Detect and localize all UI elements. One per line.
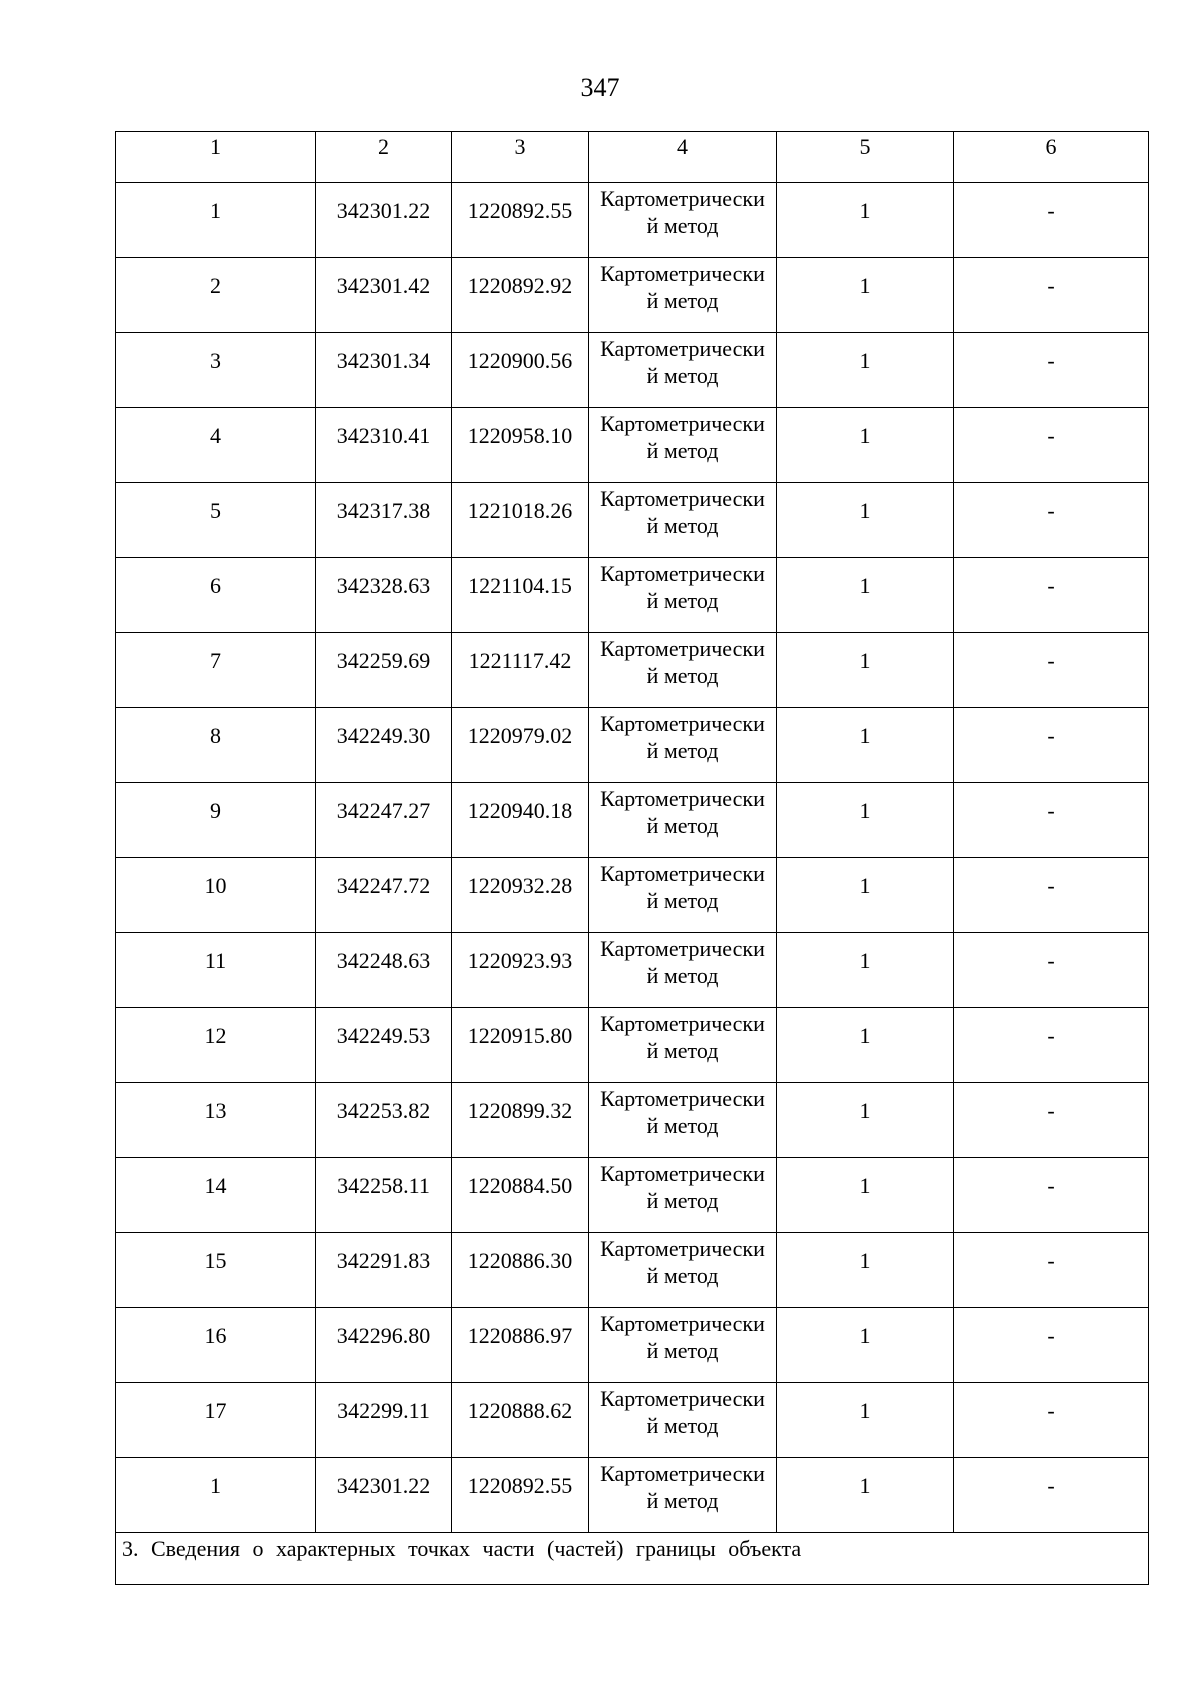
coordinate-x-cell: 342301.22 [316,1458,452,1533]
boundary-points-table [115,131,1149,1585]
note-cell: - [954,1308,1149,1383]
table-row [116,783,1149,858]
note-cell: - [954,1383,1149,1458]
coordinate-x-cell: 342259.69 [316,633,452,708]
note-cell: - [954,1458,1149,1533]
note-cell: - [954,408,1149,483]
table-header-row [116,132,1149,183]
coordinate-x-cell: 342301.34 [316,333,452,408]
point-number-cell: 3 [116,333,316,408]
section-heading: 3. Сведения о характерных точках части (частей) границы объекта [116,1533,1149,1585]
accuracy-cell: 1 [777,933,954,1008]
header-cell-6: 6 [954,132,1149,183]
point-number-cell: 13 [116,1083,316,1158]
point-number-cell: 17 [116,1383,316,1458]
point-number-cell: 8 [116,708,316,783]
coordinate-x-cell: 342299.11 [316,1383,452,1458]
table-row [116,1233,1149,1308]
coordinate-y-cell: 1220958.10 [452,408,589,483]
accuracy-cell: 1 [777,1308,954,1383]
note-cell: - [954,258,1149,333]
note-cell: - [954,933,1149,1008]
method-cell: Картометрически й метод [589,783,777,858]
table-row [116,483,1149,558]
coordinate-y-cell: 1220979.02 [452,708,589,783]
accuracy-cell: 1 [777,333,954,408]
accuracy-cell: 1 [777,1083,954,1158]
coordinate-y-cell: 1220892.92 [452,258,589,333]
table-row [116,1158,1149,1233]
method-cell: Картометрически й метод [589,183,777,258]
coordinate-y-cell: 1220888.62 [452,1383,589,1458]
method-cell: Картометрически й метод [589,1083,777,1158]
note-cell: - [954,708,1149,783]
point-number-cell: 1 [116,1458,316,1533]
note-cell: - [954,558,1149,633]
point-number-cell: 14 [116,1158,316,1233]
point-number-cell: 5 [116,483,316,558]
point-number-cell: 11 [116,933,316,1008]
header-cell-1: 1 [116,132,316,183]
table-row [116,1008,1149,1083]
coordinate-x-cell: 342253.82 [316,1083,452,1158]
coordinate-y-cell: 1221117.42 [452,633,589,708]
table-row [116,633,1149,708]
table-row [116,1458,1149,1533]
coordinate-x-cell: 342296.80 [316,1308,452,1383]
table-row [116,708,1149,783]
point-number-cell: 9 [116,783,316,858]
note-cell: - [954,633,1149,708]
coordinate-y-cell: 1220900.56 [452,333,589,408]
accuracy-cell: 1 [777,1233,954,1308]
accuracy-cell: 1 [777,1458,954,1533]
coordinate-x-cell: 342310.41 [316,408,452,483]
coordinate-x-cell: 342247.27 [316,783,452,858]
table-row [116,558,1149,633]
coordinate-y-cell: 1220886.30 [452,1233,589,1308]
coordinate-x-cell: 342291.83 [316,1233,452,1308]
coordinate-x-cell: 342258.11 [316,1158,452,1233]
method-cell: Картометрически й метод [589,1008,777,1083]
note-cell: - [954,183,1149,258]
note-cell: - [954,1083,1149,1158]
method-cell: Картометрически й метод [589,558,777,633]
note-cell: - [954,1233,1149,1308]
coordinate-y-cell: 1220884.50 [452,1158,589,1233]
page-number: 347 [580,73,620,102]
note-cell: - [954,1008,1149,1083]
method-cell: Картометрически й метод [589,1458,777,1533]
method-cell: Картометрически й метод [589,333,777,408]
accuracy-cell: 1 [777,1383,954,1458]
point-number-cell: 1 [116,183,316,258]
coordinate-x-cell: 342248.63 [316,933,452,1008]
table-row [116,933,1149,1008]
note-cell: - [954,783,1149,858]
header-cell-2: 2 [316,132,452,183]
note-cell: - [954,858,1149,933]
accuracy-cell: 1 [777,258,954,333]
accuracy-cell: 1 [777,1158,954,1233]
table-row [116,1383,1149,1458]
method-cell: Картометрически й метод [589,258,777,333]
accuracy-cell: 1 [777,858,954,933]
table-footer-row [116,1533,1149,1585]
accuracy-cell: 1 [777,1008,954,1083]
header-cell-3: 3 [452,132,589,183]
coordinate-x-cell: 342301.22 [316,183,452,258]
note-cell: - [954,333,1149,408]
point-number-cell: 4 [116,408,316,483]
method-cell: Картометрически й метод [589,1233,777,1308]
coordinate-y-cell: 1220915.80 [452,1008,589,1083]
method-cell: Картометрически й метод [589,1308,777,1383]
coordinate-x-cell: 342249.30 [316,708,452,783]
coordinate-y-cell: 1220886.97 [452,1308,589,1383]
coordinate-y-cell: 1221018.26 [452,483,589,558]
table-row [116,183,1149,258]
coordinate-y-cell: 1220892.55 [452,183,589,258]
coordinate-y-cell: 1221104.15 [452,558,589,633]
table-row [116,858,1149,933]
point-number-cell: 6 [116,558,316,633]
point-number-cell: 2 [116,258,316,333]
point-number-cell: 10 [116,858,316,933]
method-cell: Картометрически й метод [589,483,777,558]
accuracy-cell: 1 [777,708,954,783]
header-cell-4: 4 [589,132,777,183]
coordinate-y-cell: 1220923.93 [452,933,589,1008]
coordinate-x-cell: 342317.38 [316,483,452,558]
method-cell: Картометрически й метод [589,858,777,933]
point-number-cell: 16 [116,1308,316,1383]
coordinate-y-cell: 1220940.18 [452,783,589,858]
method-cell: Картометрически й метод [589,708,777,783]
table-row [116,258,1149,333]
coordinate-x-cell: 342301.42 [316,258,452,333]
accuracy-cell: 1 [777,408,954,483]
point-number-cell: 15 [116,1233,316,1308]
coordinate-y-cell: 1220892.55 [452,1458,589,1533]
method-cell: Картометрически й метод [589,633,777,708]
method-cell: Картометрически й метод [589,1158,777,1233]
table-row [116,408,1149,483]
accuracy-cell: 1 [777,633,954,708]
accuracy-cell: 1 [777,183,954,258]
coordinate-y-cell: 1220932.28 [452,858,589,933]
note-cell: - [954,483,1149,558]
coordinate-x-cell: 342247.72 [316,858,452,933]
method-cell: Картометрически й метод [589,933,777,1008]
table-row [116,333,1149,408]
point-number-cell: 12 [116,1008,316,1083]
accuracy-cell: 1 [777,783,954,858]
coordinate-y-cell: 1220899.32 [452,1083,589,1158]
table-row [116,1083,1149,1158]
note-cell: - [954,1158,1149,1233]
coordinate-x-cell: 342328.63 [316,558,452,633]
table-body [116,132,1149,1585]
method-cell: Картометрически й метод [589,1383,777,1458]
table-row [116,1308,1149,1383]
method-cell: Картометрически й метод [589,408,777,483]
header-cell-5: 5 [777,132,954,183]
coordinate-x-cell: 342249.53 [316,1008,452,1083]
accuracy-cell: 1 [777,558,954,633]
point-number-cell: 7 [116,633,316,708]
accuracy-cell: 1 [777,483,954,558]
